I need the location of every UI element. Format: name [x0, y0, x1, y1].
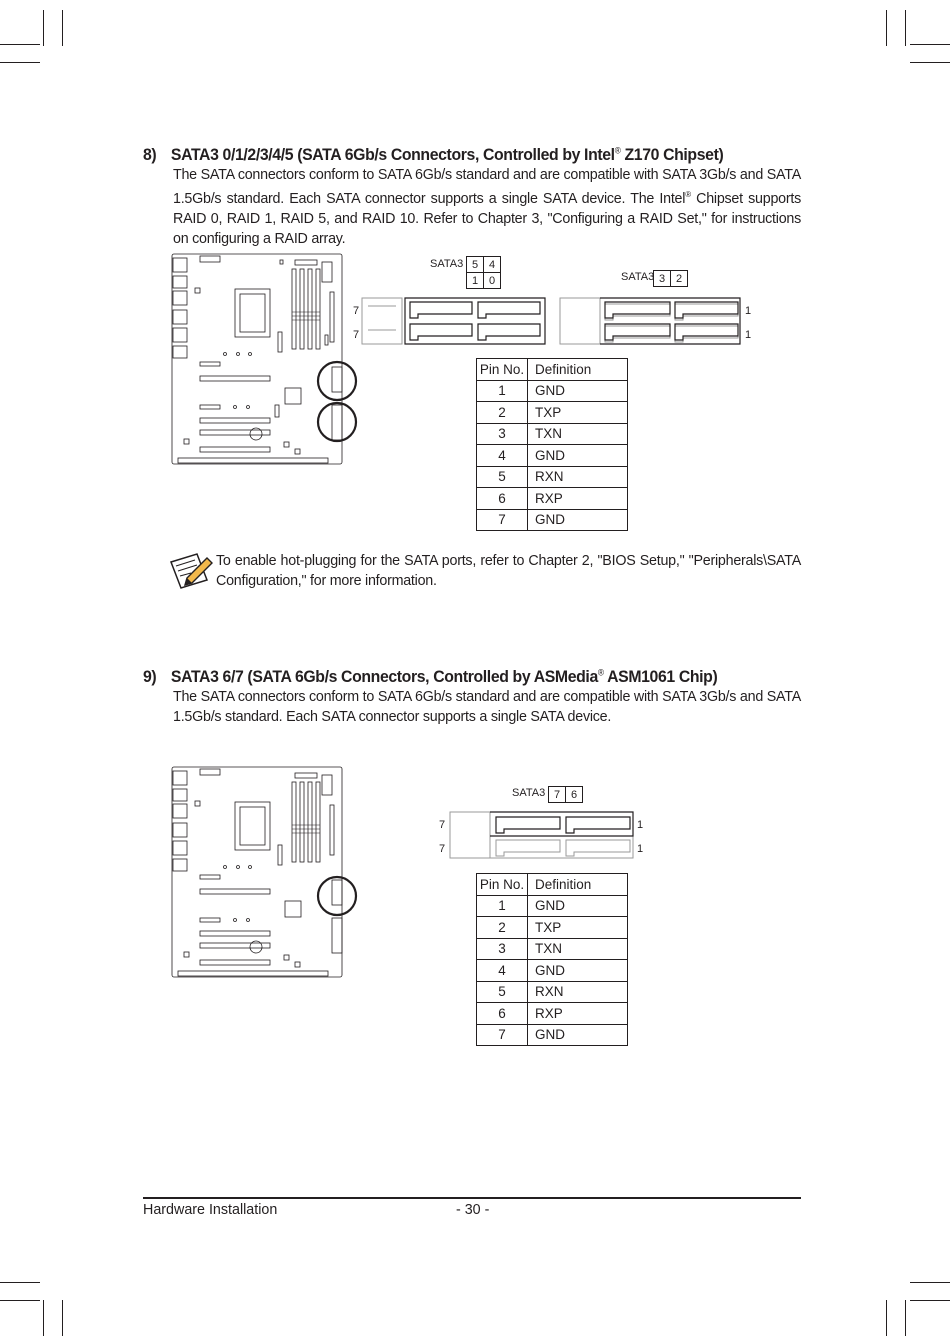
pin-7-bottom: 7 [439, 843, 446, 855]
table-row: 6 RXP [477, 1003, 628, 1025]
sata-connector-diagram [360, 294, 745, 350]
sata-label-left: SATA3 [430, 258, 464, 270]
sata-connector-diagram [448, 808, 636, 864]
section-8-title: 8) SATA3 0/1/2/3/4/5 (SATA 6Gb/s Connectors, Controlled by Intel® Z170 Chipset) [143, 145, 724, 164]
table-row: 7 GND [477, 1024, 628, 1046]
table-row: 5 RXN [477, 466, 628, 488]
table-row: 4 GND [477, 445, 628, 467]
note-pencil-icon [167, 548, 213, 594]
table-header-row: Pin No. Definition [477, 874, 628, 896]
table-row: 7 GND [477, 509, 628, 531]
table-row: 2 TXP [477, 917, 628, 939]
table-row: 1 GND [477, 895, 628, 917]
pin-table-section-8 [476, 358, 628, 531]
table-row: 4 GND [477, 960, 628, 982]
motherboard-diagram [170, 765, 375, 980]
sata-label: SATA3 [512, 787, 546, 799]
page-number: - 30 - [456, 1202, 490, 1218]
sata-port-grid: 7 6 [548, 786, 583, 803]
table-row: 6 RXP [477, 488, 628, 510]
motherboard-diagram [170, 252, 375, 467]
pin-1-top: 1 [745, 305, 752, 317]
sata-label-right: SATA3 [621, 271, 655, 283]
table-row: 2 TXP [477, 402, 628, 424]
section-number: 8) [143, 145, 157, 164]
sata-port-grid-right: 3 2 [653, 270, 688, 287]
sata-port-grid-left: 5 4 1 0 [466, 256, 501, 289]
section-9-body: The SATA connectors conform to SATA 6Gb/s standard and are compatible with SATA 3Gb/s and SATA 1.5Gb/s standard. Each SATA connector supports a single SATA device. [173, 689, 801, 725]
section-8-body: The SATA connectors conform to SATA 6Gb/s standard and are compatible with SATA 3Gb/s and SATA 1.5Gb/s standard. Each SATA connector supports a single SATA device. The Intel® Chipset supports RAID 0, RAID 1, RAID 5, and RAID 10. Refer to Chapter 3, "Configuring a RAID Set," for instructions on configuring a RAID array. [173, 167, 801, 247]
pin-1-bottom: 1 [637, 843, 644, 855]
hotplug-note: To enable hot-plugging for the SATA ports, refer to Chapter 2, "BIOS Setup," "Peripherals\SATA Configuration," for more information. [216, 553, 801, 589]
pin-1-top: 1 [637, 819, 644, 831]
pin-table-section-9 [476, 873, 628, 1046]
pin-7-top: 7 [439, 819, 446, 831]
table-row: 5 RXN [477, 981, 628, 1003]
footer-rule [143, 1197, 801, 1199]
footer-left-text: Hardware Installation [143, 1202, 278, 1218]
table-row: 3 TXN [477, 938, 628, 960]
table-header-row: Pin No. Definition [477, 359, 628, 381]
section-number: 9) [143, 667, 157, 686]
table-row: 3 TXN [477, 423, 628, 445]
table-row: 1 GND [477, 380, 628, 402]
pin-1-bottom: 1 [745, 329, 752, 341]
section-9-title: 9) SATA3 6/7 (SATA 6Gb/s Connectors, Controlled by ASMedia® ASM1061 Chip) [143, 667, 718, 686]
pin-7-top: 7 [353, 305, 360, 317]
pin-7-bottom: 7 [353, 329, 360, 341]
